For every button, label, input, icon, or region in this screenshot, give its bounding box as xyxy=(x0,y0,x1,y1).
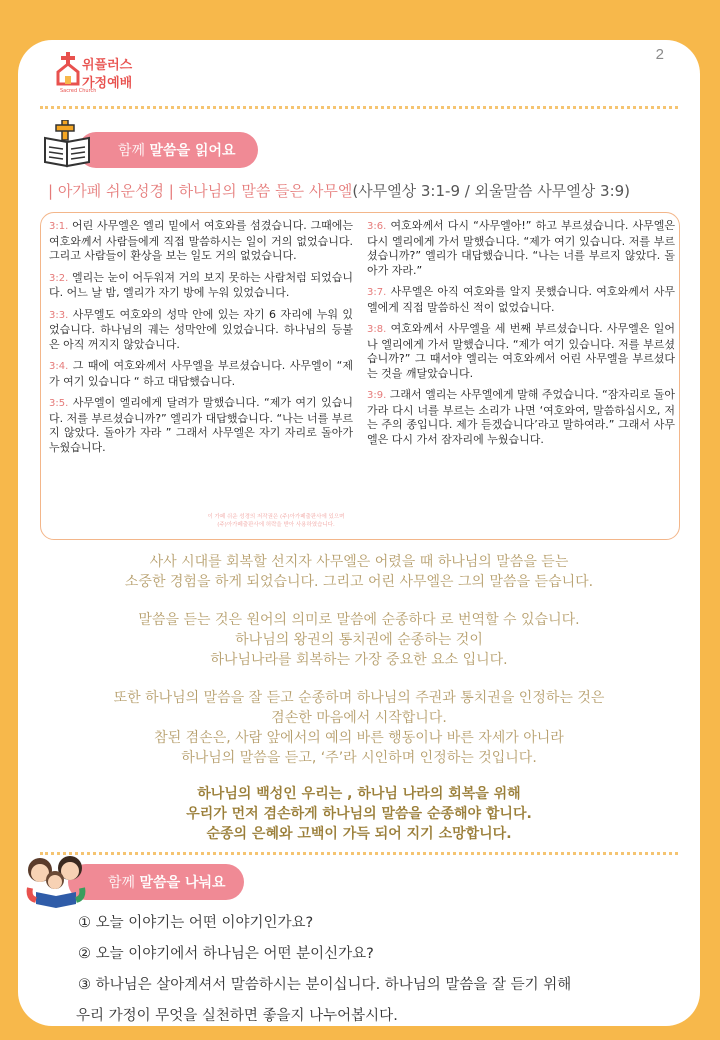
scripture-title: | 아가페 쉬운성경 | 하나님의 말씀 들은 사무엘 xyxy=(48,182,353,200)
reflection-line: 하나님의 왕권의 통치권에 순종하는 것이 xyxy=(235,632,483,648)
church-logo xyxy=(56,50,166,98)
copyright-line: (주)아가페출판사에 허락을 받아 사용하였습니다. xyxy=(217,522,335,528)
verses-right-column xyxy=(367,219,675,454)
verse-number: 3:3. xyxy=(49,309,69,321)
question-item: 우리 가정이 무엇을 실천하면 좋을지 나누어봅시다. xyxy=(76,1008,398,1024)
reflection-line: 말씀을 듣는 것은 원어의 의미로 말씀에 순종하다 로 번역할 수 있습니다. xyxy=(138,612,580,628)
section-share-prefix: 함께 xyxy=(108,875,136,891)
reflection-line: 순종의 은혜와 고백이 가득 되어 지기 소망합니다. xyxy=(206,826,512,842)
church-icon xyxy=(56,50,82,90)
copyright-line: 이 가페 쉬운 성경의 저작권은 (주)아가페출판사에 있으며 xyxy=(207,514,345,520)
verse-text: 여호와께서 사무엘을 세 번째 부르셨습니다. 사무엘은 일어나 엘리에게 가서 말했습니다. “제가 여기 있습니다. 저를 부르셨습니까?” 그 때서야 엘리는 여호와께서 어린 사무엘을 부르셨다는 것을 깨달았습니다. xyxy=(367,322,675,380)
verse-text: 여호와께서 다시 “사무엘아!” 하고 부르셨습니다. 사무엘은 다시 엘리에게 가서 말했습니다. “제가 여기 있습니다. 저를 부르셨습니까?” 엘리가 대답했습니다. “나는 너를 부르지 않았다. 돌아가 자라.” xyxy=(367,219,675,277)
reflection-paragraph-2 xyxy=(48,610,670,670)
verse-number: 3:6. xyxy=(367,221,387,232)
reflection-line: 소중한 경험을 하게 되었습니다. 그리고 어린 사무엘은 그의 말씀을 듣습니다. xyxy=(124,574,594,590)
section-read-prefix: 함께 xyxy=(118,143,146,159)
bible-book-icon xyxy=(42,120,96,168)
section-share-banner xyxy=(68,864,244,900)
section-read-banner xyxy=(78,132,258,168)
section-share-title: 말씀을 나눠요 xyxy=(139,875,226,891)
scripture-reference: (사무엘상 3:1-9 / 외울말씀 사무엘상 3:9) xyxy=(352,182,631,200)
verse-number: 3:9. xyxy=(367,390,387,401)
reflection-line: 참된 겸손은, 사람 앞에서의 예의 바른 행동이나 바른 자세가 아니라 xyxy=(154,730,564,746)
verse-number: 3:7. xyxy=(367,287,387,298)
verse-text: 사무엘이 엘리에게 달려가 말했습니다. “제가 여기 있습니다. 저를 부르셨습니까?” 엘리가 대답했습니다. “나는 너를 부르지 않았다. 돌아가 자라 ” 그래서 사무엘은 자기 자리로 돌아가 누웠습니다. xyxy=(49,396,353,454)
verse-number: 3:2. xyxy=(49,272,69,284)
verse-number: 3:4. xyxy=(49,361,69,372)
verse xyxy=(49,359,353,389)
verse xyxy=(367,285,675,315)
reflection-line: 또한 하나님의 말씀을 잘 듣고 순종하며 하나님의 주권과 통치권을 인정하는 것은 xyxy=(113,690,605,706)
question-item: ① 오늘 이야기는 어떤 이야기인가요? xyxy=(78,915,314,931)
scripture-heading xyxy=(48,180,678,201)
verse-number: 3:5. xyxy=(49,398,69,409)
verse-text: 엘리는 눈이 어두워져 거의 보지 못하는 사람처럼 되었습니다. 어느 날 밤, 엘리가 자기 방에 누워 있었습니다. xyxy=(49,270,353,299)
verse-number: 3:8. xyxy=(367,324,387,335)
verse xyxy=(367,219,675,278)
page-card xyxy=(18,40,700,1026)
verses-left-column xyxy=(49,219,353,462)
logo-subtitle: Sacred Church xyxy=(60,88,97,94)
verse xyxy=(49,271,353,301)
reflection-line: 사사 시대를 회복할 선지자 사무엘은 어렸을 때 하나님의 말씀을 듣는 xyxy=(149,554,569,570)
reflection-line: 우리가 먼저 겸손하게 하나님의 말씀을 순종해야 합니다. xyxy=(186,806,532,822)
verse-text: 그 때에 여호와께서 사무엘을 부르셨습니다. 사무엘이 “제가 여기 있습니다 “ 하고 대답했습니다. xyxy=(49,359,353,388)
copyright-notice xyxy=(193,513,359,529)
reflection-paragraph-1 xyxy=(48,552,670,592)
verse xyxy=(367,388,675,447)
verse-text: 그래서 엘리는 사무엘에게 말해 주었습니다. “잠자리로 돌아가라 다시 너를 부르는 소리가 나면 ‘여호와여, 말씀하십시오, 저는 주의 종입니다. 제가 듣겠습니다’라고 말하여라.” 그래서 사무엘은 다시 가서 잠자리에 누웠습니다. xyxy=(367,388,675,446)
question-item: ② 오늘 이야기에서 하나님은 어떤 분이신가요? xyxy=(78,946,374,962)
verse xyxy=(49,219,353,264)
discussion-questions xyxy=(78,908,678,1032)
family-reading-icon xyxy=(22,854,92,910)
logo-title-line2: 가정예배 xyxy=(82,76,133,91)
verse xyxy=(49,396,353,455)
bible-text-box xyxy=(40,212,680,540)
verse xyxy=(49,308,353,353)
verse-text: 사무엘은 아직 여호와를 알지 못했습니다. 여호와께서 사무엘에게 직접 말씀하신 적이 없었습니다. xyxy=(367,285,675,314)
verse-number: 3:1. xyxy=(49,221,69,232)
verse-text: 어린 사무엘은 엘리 밑에서 여호와를 섬겼습니다. 그때에는 여호와께서 사람들에게 직접 말씀하시는 일이 거의 없었습니다. 그리고 사람들이 환상을 보는 일도 거의 없었습니다. xyxy=(49,219,353,262)
reflection-line: 하나님의 말씀을 듣고, ‘주’라 시인하며 인정하는 것입니다. xyxy=(181,750,537,766)
reflection-line: 하나님의 백성인 우리는 , 하나님 나라의 회복을 위해 xyxy=(197,786,521,802)
reflection-conclusion xyxy=(48,784,670,844)
question-item: ③ 하나님은 살아계셔서 말씀하시는 분이십니다. 하나님의 말씀을 잘 듣기 위해 xyxy=(78,977,572,993)
logo-title-line1: 위플러스 xyxy=(82,58,133,73)
page-number: 2 xyxy=(655,46,664,63)
section-read-title: 말씀을 읽어요 xyxy=(149,143,236,159)
verse-text: 사무엘도 여호와의 성막 안에 있는 자기 6 자리에 누워 있었습니다. 하나님의 궤는 성막안에 있었습니다. 하나님의 등불은 아직 꺼지지 않았습니다. xyxy=(49,307,353,351)
reflection-line: 겸손한 마음에서 시작합니다. xyxy=(271,710,447,726)
verse xyxy=(367,322,675,381)
divider-bottom xyxy=(40,852,678,855)
reflection-line: 하나님나라를 회복하는 가장 중요한 요소 입니다. xyxy=(210,652,508,668)
reflection-paragraph-3 xyxy=(48,688,670,768)
divider-top xyxy=(40,106,678,109)
